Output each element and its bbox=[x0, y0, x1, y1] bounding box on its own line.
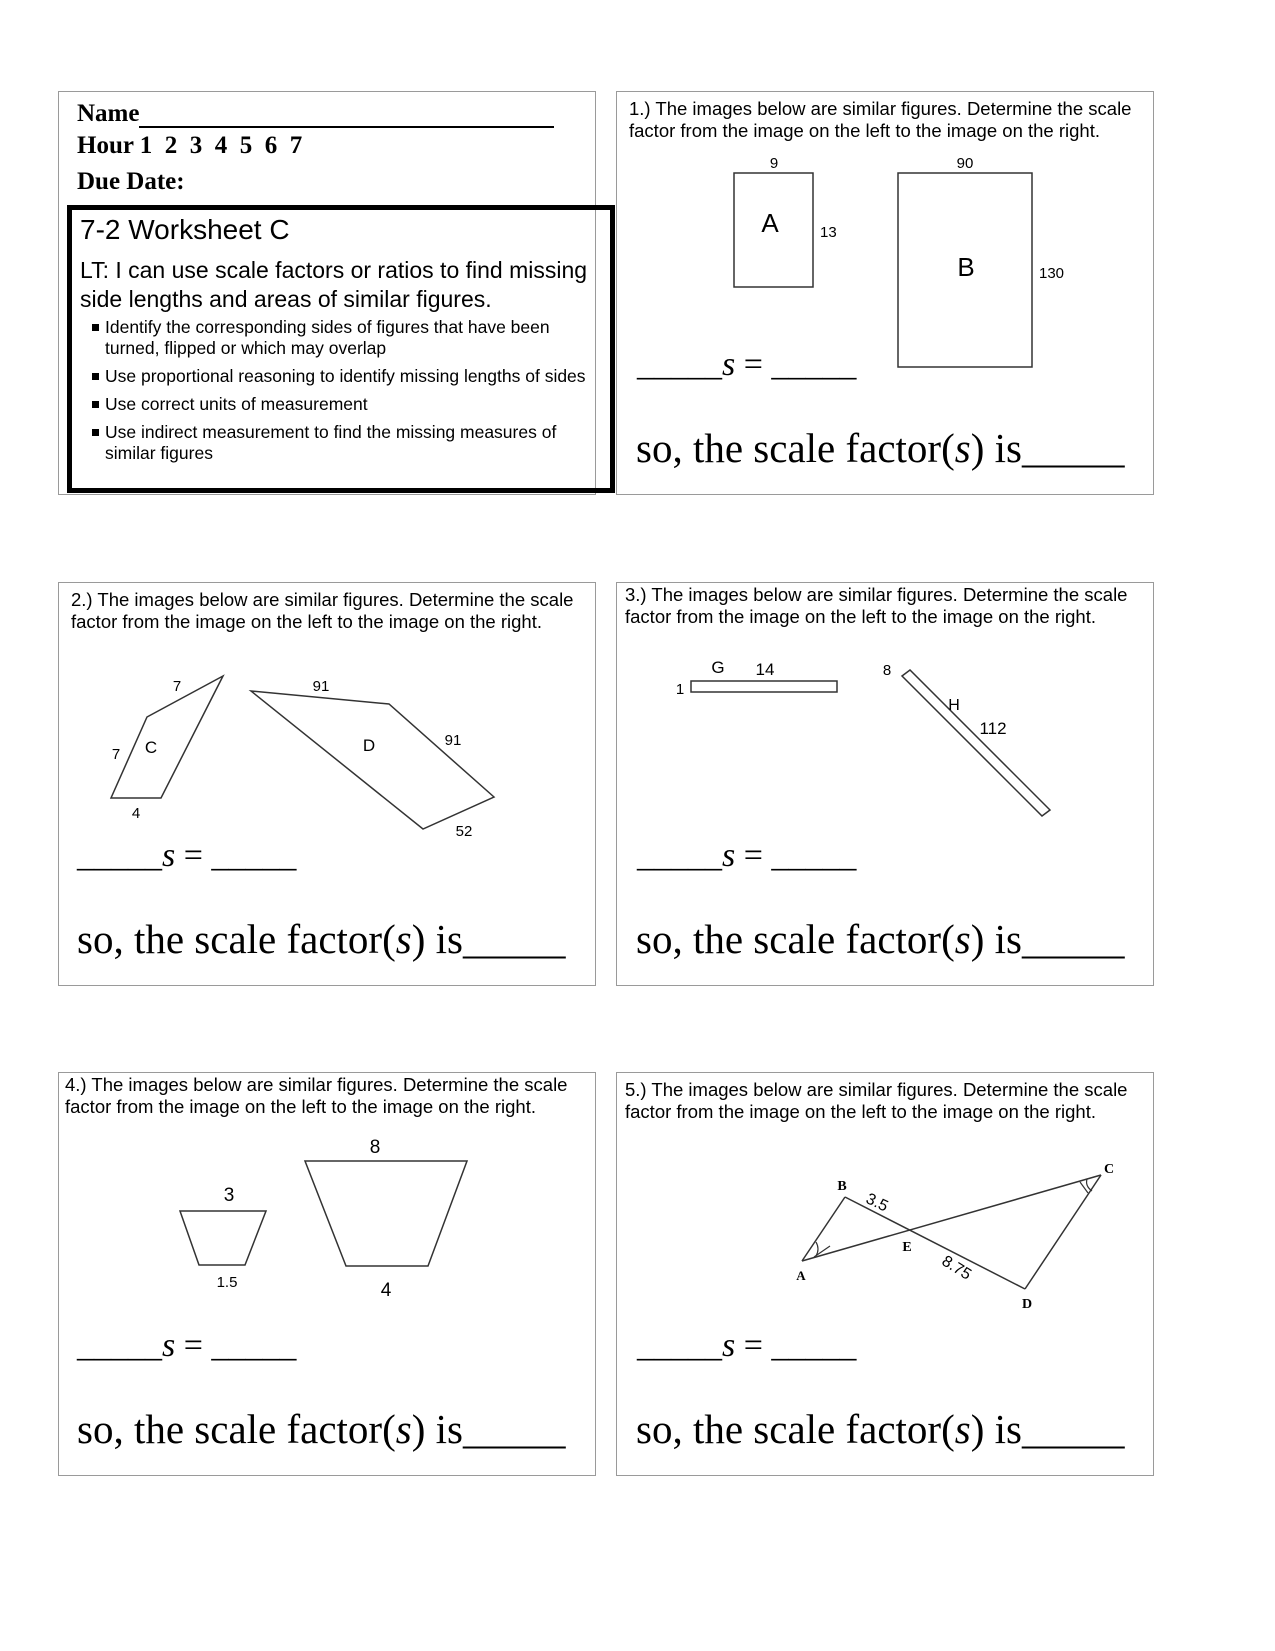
label-c-left: 7 bbox=[111, 746, 121, 763]
variable-s: s bbox=[954, 425, 971, 471]
equals-sign: = bbox=[743, 346, 763, 383]
equation-line bbox=[637, 346, 856, 384]
conclusion-line bbox=[636, 1405, 1124, 1453]
problem-text: The images below are similar figures. Determine the scale factor from the image on the left to the image on the right. bbox=[625, 1079, 1128, 1122]
objective-item: Use correct units of measurement bbox=[92, 394, 592, 415]
hour-options[interactable]: 1 2 3 4 5 6 7 bbox=[139, 132, 303, 159]
problem-number: 5.) bbox=[625, 1079, 647, 1100]
objective-item: Use indirect measurement to find the missing measures of similar figures bbox=[92, 422, 592, 464]
conclusion-post[interactable]: ) is_____ bbox=[970, 1406, 1125, 1452]
conclusion-pre: so, the scale factor( bbox=[636, 1406, 955, 1452]
answer-blank-right[interactable]: _____ bbox=[771, 837, 857, 874]
conclusion-post[interactable]: ) is_____ bbox=[411, 916, 566, 962]
conclusion-line bbox=[636, 915, 1124, 963]
equals-sign: = bbox=[183, 837, 203, 874]
variable-s: s bbox=[162, 837, 176, 874]
problem-text: The images below are similar figures. Determine the scale factor from the image on the left to the image on the right. bbox=[625, 584, 1128, 627]
answer-blank-left[interactable]: _____ bbox=[77, 1327, 162, 1364]
equals-sign: = bbox=[183, 1327, 203, 1364]
label-d-right: 91 bbox=[444, 732, 462, 749]
label-g-length: 14 bbox=[755, 660, 775, 679]
conclusion-pre: so, the scale factor( bbox=[77, 1406, 396, 1452]
answer-blank-right[interactable]: _____ bbox=[211, 837, 297, 874]
label-large-bottom: 4 bbox=[380, 1280, 392, 1301]
label-c-top: 7 bbox=[172, 678, 182, 695]
conclusion-post[interactable]: ) is_____ bbox=[970, 425, 1125, 471]
equation-line bbox=[77, 1327, 296, 1365]
problem-number: 3.) bbox=[625, 584, 647, 605]
label-a-side: 13 bbox=[820, 224, 837, 241]
trapezoid-large bbox=[305, 1161, 467, 1266]
problem-text: The images below are similar figures. Determine the scale factor from the image on the left to the image on the right. bbox=[629, 98, 1132, 141]
answer-blank-right[interactable]: _____ bbox=[771, 1327, 857, 1364]
problem-3-card bbox=[616, 582, 1154, 986]
segment-cd bbox=[1025, 1175, 1101, 1289]
label-d-name: D bbox=[362, 736, 376, 755]
quadrilateral-c bbox=[111, 676, 223, 798]
problem-text: The images below are similar figures. Determine the scale factor from the image on the left to the image on the right. bbox=[71, 589, 574, 632]
due-date-label: Due Date: bbox=[77, 168, 185, 195]
bar-g bbox=[691, 681, 837, 692]
name-line bbox=[77, 100, 554, 128]
equals-sign: = bbox=[743, 837, 763, 874]
answer-blank-right[interactable]: _____ bbox=[771, 346, 857, 383]
variable-s: s bbox=[954, 916, 971, 962]
bar-h bbox=[902, 670, 1050, 816]
problem-4-card bbox=[58, 1072, 596, 1476]
problem-number: 1.) bbox=[629, 98, 651, 119]
label-c-name: C bbox=[144, 738, 158, 757]
label-a-top: 9 bbox=[769, 155, 779, 172]
label-large-top: 8 bbox=[369, 1137, 381, 1158]
label-vertex-a: A bbox=[796, 1268, 806, 1283]
problem-text: The images below are similar figures. Determine the scale factor from the image on the left to the image on the right. bbox=[65, 1074, 568, 1117]
conclusion-post[interactable]: ) is_____ bbox=[970, 916, 1125, 962]
label-h-name: H bbox=[948, 697, 960, 714]
hour-line bbox=[77, 132, 302, 160]
equation-line bbox=[77, 837, 296, 875]
answer-blank-left[interactable]: _____ bbox=[637, 1327, 722, 1364]
label-vertex-b: B bbox=[837, 1179, 847, 1194]
label-ed: 8.75 bbox=[938, 1252, 975, 1284]
trapezoid-small bbox=[180, 1211, 266, 1265]
problem-1-card bbox=[616, 91, 1154, 495]
conclusion-line bbox=[636, 424, 1124, 472]
label-c-bottom: 4 bbox=[131, 805, 141, 822]
label-h-width: 8 bbox=[882, 662, 892, 679]
answer-blank-right[interactable]: _____ bbox=[211, 1327, 297, 1364]
label-g-name: G bbox=[711, 658, 725, 677]
name-blank[interactable] bbox=[139, 104, 554, 128]
label-b-side: 130 bbox=[1039, 265, 1065, 282]
segment-bd bbox=[845, 1197, 1025, 1289]
label-small-top: 3 bbox=[223, 1185, 235, 1206]
hour-label: Hour bbox=[77, 132, 134, 159]
label-b-top: 90 bbox=[956, 155, 974, 172]
header-card bbox=[58, 91, 596, 495]
variable-s: s bbox=[395, 916, 412, 962]
variable-s: s bbox=[395, 1406, 412, 1452]
objective-item: Use proportional reasoning to identify missing lengths of sides bbox=[92, 366, 592, 387]
label-d-bottom: 52 bbox=[455, 823, 473, 840]
variable-s: s bbox=[722, 346, 736, 383]
quadrilateral-d bbox=[251, 691, 494, 829]
conclusion-pre: so, the scale factor( bbox=[636, 916, 955, 962]
learning-target-text: LT: I can use scale factors or ratios to find missing side lengths and areas of similar figures. bbox=[80, 257, 588, 312]
equals-sign: = bbox=[743, 1327, 763, 1364]
label-vertex-e: E bbox=[902, 1240, 912, 1255]
label-b-name: B bbox=[957, 252, 975, 282]
equation-line bbox=[637, 1327, 856, 1365]
equation-line bbox=[637, 837, 856, 875]
label-d-top: 91 bbox=[312, 678, 330, 695]
problem-5-card bbox=[616, 1072, 1154, 1476]
due-date-line bbox=[77, 168, 185, 196]
conclusion-pre: so, the scale factor( bbox=[636, 425, 955, 471]
variable-s: s bbox=[722, 837, 736, 874]
conclusion-post[interactable]: ) is_____ bbox=[411, 1406, 566, 1452]
label-a-name: A bbox=[761, 208, 779, 238]
problem-number: 2.) bbox=[71, 589, 93, 610]
label-h-length: 112 bbox=[979, 719, 1007, 738]
variable-s: s bbox=[162, 1327, 176, 1364]
worksheet-title: 7-2 Worksheet C bbox=[80, 214, 290, 245]
problem-2-card bbox=[58, 582, 596, 986]
label-g-width: 1 bbox=[675, 681, 685, 698]
objectives-list bbox=[92, 317, 592, 471]
conclusion-line bbox=[77, 1405, 565, 1453]
variable-s: s bbox=[722, 1327, 736, 1364]
segment-ab bbox=[802, 1197, 845, 1261]
label-vertex-d: D bbox=[1021, 1297, 1033, 1312]
conclusion-pre: so, the scale factor( bbox=[77, 916, 396, 962]
name-label: Name bbox=[77, 100, 140, 127]
objective-item: Identify the corresponding sides of figures that have been turned, flipped or which may overlap bbox=[92, 317, 592, 359]
label-be: 3.5 bbox=[863, 1190, 891, 1216]
label-vertex-c: C bbox=[1103, 1162, 1115, 1177]
segment-ac bbox=[802, 1175, 1101, 1261]
label-small-bottom: 1.5 bbox=[216, 1274, 238, 1291]
variable-s: s bbox=[954, 1406, 971, 1452]
answer-blank-left[interactable]: _____ bbox=[637, 346, 722, 383]
conclusion-line bbox=[77, 915, 565, 963]
learning-target-box bbox=[67, 205, 615, 493]
answer-blank-left[interactable]: _____ bbox=[77, 837, 162, 874]
answer-blank-left[interactable]: _____ bbox=[637, 837, 722, 874]
problem-number: 4.) bbox=[65, 1074, 87, 1095]
